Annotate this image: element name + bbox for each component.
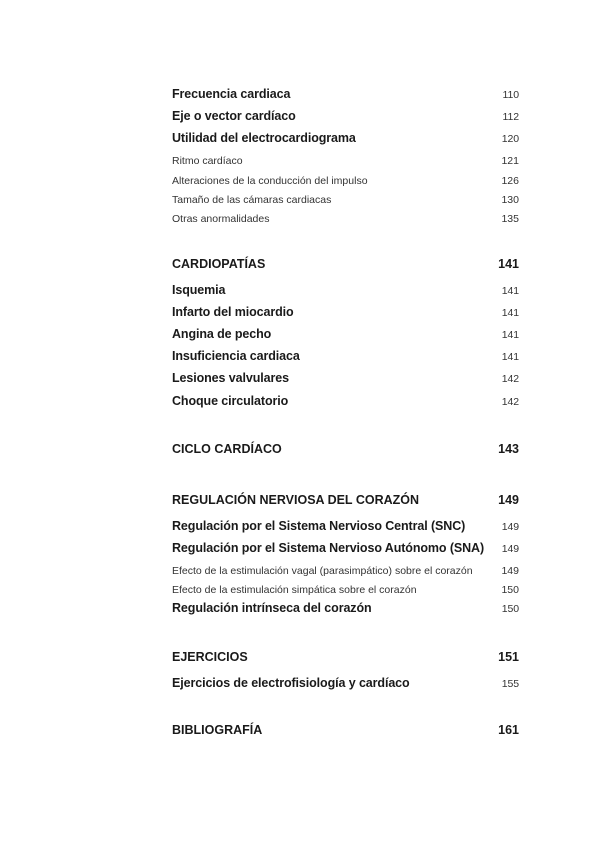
toc-section-title: EJERCICIOS <box>172 650 248 664</box>
toc-entry-regulacion-sna[interactable] <box>172 541 519 555</box>
toc-entry-title: Regulación por el Sistema Nervioso Autónomo (SNA) <box>172 541 485 555</box>
toc-entry-page: 149 <box>501 543 519 555</box>
toc-entry-title: Tamaño de las cámaras cardiacas <box>172 194 332 206</box>
toc-entry-angina-pecho[interactable] <box>172 327 519 341</box>
toc-entry-ritmo-cardiaco[interactable] <box>172 155 519 167</box>
toc-entry-title: Ejercicios de electrofisiología y cardíaco <box>172 676 410 690</box>
toc-entry-page: 110 <box>502 89 519 101</box>
toc-entry-page: 149 <box>501 565 519 577</box>
toc-section-page: 149 <box>498 493 519 507</box>
toc-entry-choque-circulatorio[interactable] <box>172 394 519 408</box>
toc-entry-title: Isquemia <box>172 283 226 297</box>
toc-entry-lesiones-valvulares[interactable] <box>172 371 519 385</box>
toc-entry-title: Efecto de la estimulación vagal (parasimpático) sobre el corazón <box>172 565 473 577</box>
toc-section-cardiopatias[interactable] <box>172 257 519 271</box>
toc-entry-utilidad-electrocardiograma[interactable] <box>172 131 519 145</box>
toc-entry-title: Ritmo cardíaco <box>172 155 243 167</box>
toc-entry-page: 141 <box>501 307 519 319</box>
toc-entry-title: Efecto de la estimulación simpática sobre el corazón <box>172 584 417 596</box>
toc-entry-title: Infarto del miocardio <box>172 305 294 319</box>
toc-entry-page: 121 <box>501 155 519 167</box>
toc-entry-title: Frecuencia cardiaca <box>172 87 291 101</box>
toc-entry-page: 149 <box>501 521 519 533</box>
toc-entry-title: Lesiones valvulares <box>172 371 289 385</box>
toc-entry-page: 120 <box>501 133 519 145</box>
toc-section-page: 161 <box>498 723 519 737</box>
toc-entry-page: 112 <box>502 111 519 123</box>
toc-section-page: 141 <box>498 257 519 271</box>
toc-entry-page: 141 <box>501 329 519 341</box>
toc-section-page: 143 <box>498 442 519 456</box>
toc-entry-title: Regulación intrínseca del corazón <box>172 601 372 615</box>
toc-section-title: CARDIOPATÍAS <box>172 257 266 271</box>
toc-entry-otras-anormalidades[interactable] <box>172 213 519 225</box>
toc-entry-title: Alteraciones de la conducción del impulso <box>172 175 368 187</box>
toc-entry-page: 150 <box>501 603 519 615</box>
toc-entry-infarto-miocardio[interactable] <box>172 305 519 319</box>
toc-entry-regulacion-intrinseca[interactable] <box>172 601 519 615</box>
toc-entry-frecuencia-cardiaca[interactable] <box>172 87 519 101</box>
toc-entry-estimulacion-simpatica[interactable] <box>172 584 519 596</box>
toc-section-ejercicios[interactable] <box>172 650 519 664</box>
toc-entry-title: Utilidad del electrocardiograma <box>172 131 356 145</box>
toc-entry-title: Otras anormalidades <box>172 213 270 225</box>
toc-entry-tamano-camaras[interactable] <box>172 194 519 206</box>
toc-section-bibliografia[interactable] <box>172 723 519 737</box>
toc-section-title: REGULACIÓN NERVIOSA DEL CORAZÓN <box>172 493 420 507</box>
toc-entry-isquemia[interactable] <box>172 283 519 297</box>
toc-entry-estimulacion-vagal[interactable] <box>172 565 519 577</box>
toc-section-regulacion-nerviosa[interactable] <box>172 493 519 507</box>
toc-entry-ejercicios-electrofisiologia[interactable] <box>172 676 519 690</box>
toc-entry-title: Insuficiencia cardiaca <box>172 349 300 363</box>
toc-entry-regulacion-snc[interactable] <box>172 519 519 533</box>
toc-entry-title: Regulación por el Sistema Nervioso Central (SNC) <box>172 519 466 533</box>
toc-entry-title: Choque circulatorio <box>172 394 289 408</box>
toc-entry-page: 141 <box>501 351 519 363</box>
toc-entry-page: 155 <box>501 678 519 690</box>
toc-entry-page: 130 <box>501 194 519 206</box>
toc-entry-alteraciones-conduccion[interactable] <box>172 175 519 187</box>
toc-entry-title: Angina de pecho <box>172 327 272 341</box>
toc-entry-page: 142 <box>501 373 519 385</box>
toc-section-title: CICLO CARDÍACO <box>172 442 282 456</box>
toc-entry-page: 126 <box>501 175 519 187</box>
toc-section-page: 151 <box>498 650 519 664</box>
toc-entry-eje-vector-cardiaco[interactable] <box>172 109 519 123</box>
toc-entry-title: Eje o vector cardíaco <box>172 109 296 123</box>
toc-entry-insuficiencia-cardiaca[interactable] <box>172 349 519 363</box>
toc-section-title: BIBLIOGRAFÍA <box>172 723 263 737</box>
toc-entry-page: 142 <box>501 396 519 408</box>
toc-entry-page: 150 <box>501 584 519 596</box>
toc-entry-page: 135 <box>501 213 519 225</box>
toc-entry-page: 141 <box>501 285 519 297</box>
toc-section-ciclo-cardiaco[interactable] <box>172 442 519 456</box>
